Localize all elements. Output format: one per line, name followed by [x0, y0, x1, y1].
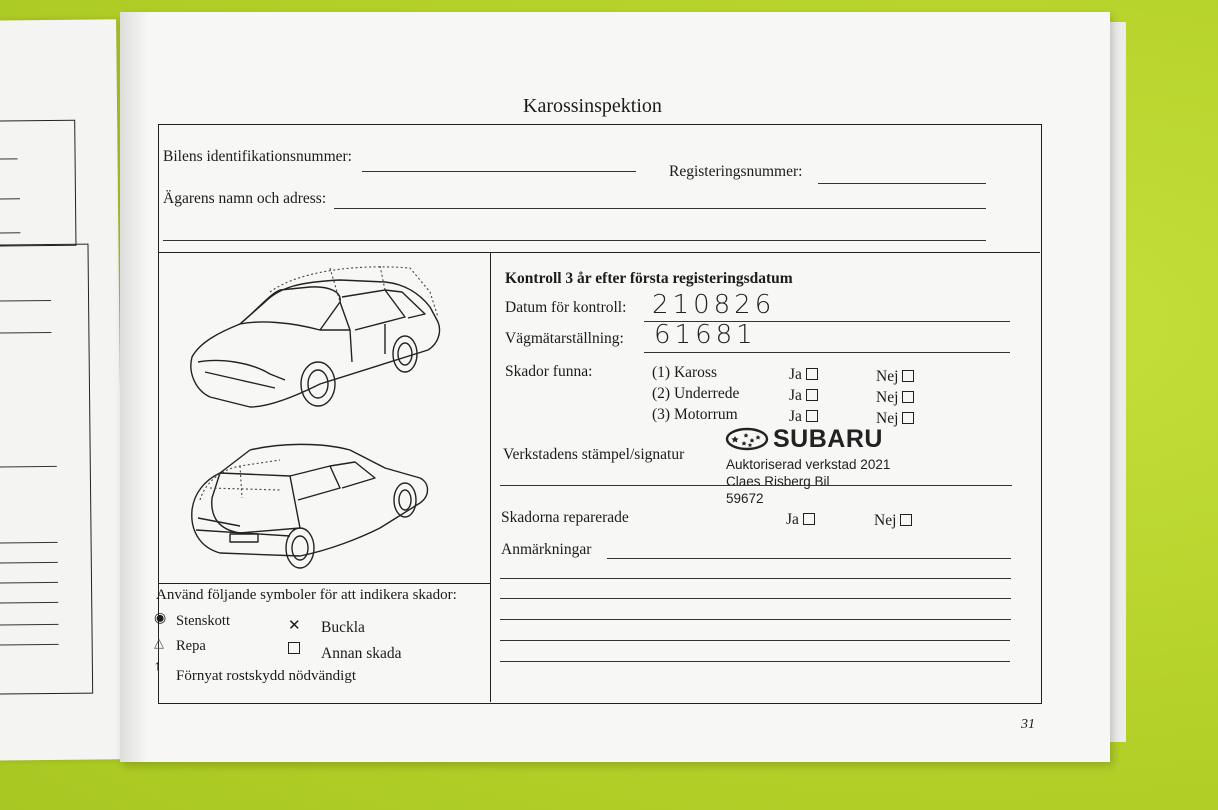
car-front-illustration — [180, 262, 450, 422]
date-value: 210826 — [652, 290, 776, 320]
kaross-yes-checkbox[interactable]: Ja — [789, 366, 818, 384]
remarks-line-1[interactable] — [607, 558, 1011, 559]
date-label: Datum för kontroll: — [505, 299, 627, 316]
left-page-box-bottom — [0, 244, 93, 695]
underrede-no-checkbox[interactable]: Nej — [876, 389, 914, 407]
owner-field-line-2[interactable] — [163, 240, 986, 241]
repaired-no-checkbox[interactable]: Nej — [874, 512, 912, 530]
vin-label: Bilens identifikationsnummer: — [163, 148, 352, 165]
page-number: 31 — [1021, 717, 1035, 732]
damage-kaross: (1) Kaross — [652, 364, 717, 381]
damage-underrede: (2) Underrede — [652, 385, 740, 402]
legend-annan-skada: Annan skada — [321, 645, 402, 662]
remarks-line-5[interactable] — [500, 640, 1010, 641]
stamp-signature-line — [500, 485, 1012, 486]
remarks-label: Anmärkningar — [501, 541, 592, 558]
page-title: Karossinspektion — [523, 95, 662, 117]
legend-buckla: Buckla — [321, 619, 365, 636]
remarks-line-4[interactable] — [500, 619, 1011, 620]
motorrum-no-checkbox[interactable]: Nej — [876, 410, 914, 428]
remarks-line-3[interactable] — [500, 598, 1011, 599]
repaired-yes-checkbox[interactable]: Ja — [786, 511, 815, 529]
kaross-no-checkbox[interactable]: Nej — [876, 368, 914, 386]
legend-rostskydd: Förnyat rostskydd nödvändigt — [176, 668, 356, 684]
odometer-label: Vägmätarställning: — [505, 330, 624, 347]
arrow-up-icon: ↑ — [154, 659, 161, 674]
motorrum-yes-checkbox[interactable]: Ja — [789, 408, 818, 426]
stamp-label: Verkstadens stämpel/signatur — [503, 446, 685, 463]
underrede-yes-checkbox[interactable]: Ja — [789, 387, 818, 405]
section-heading: Kontroll 3 år efter första registeringsdatum — [505, 270, 793, 287]
repaired-label: Skadorna reparerade — [501, 509, 629, 526]
page-gutter — [120, 12, 148, 762]
triangle-icon: △ — [154, 635, 164, 650]
owner-label: Ägarens namn och adress: — [163, 190, 327, 207]
stamp-line-1: Auktoriserad verkstad 2021 — [726, 457, 891, 472]
stamp-line-2: Claes Risberg Bil — [726, 474, 830, 489]
column-divider — [490, 252, 491, 702]
vin-field[interactable] — [362, 171, 636, 172]
legend-divider — [158, 583, 490, 584]
owner-field-line-1[interactable] — [334, 208, 986, 209]
car-rear-illustration — [180, 438, 440, 578]
header-divider — [158, 252, 1040, 253]
damage-motorrum: (3) Motorrum — [652, 406, 738, 423]
legend-repa: Repa — [176, 638, 206, 654]
remarks-line-6[interactable] — [500, 661, 1010, 662]
circle-dot-icon: ◉ — [154, 611, 167, 626]
legend-intro: Använd följande symboler för att indikera skador: — [156, 587, 457, 603]
odometer-field[interactable] — [644, 352, 1010, 353]
cross-icon: ✕ — [288, 618, 301, 634]
reg-label: Registeringsnummer: — [669, 163, 803, 180]
stamp-brand: SUBARU — [773, 425, 883, 453]
left-page-box-top — [0, 120, 76, 247]
square-icon — [288, 640, 300, 658]
remarks-line-2[interactable] — [500, 578, 1011, 579]
damage-label: Skador funna: — [505, 363, 593, 380]
legend-stenskott: Stenskott — [176, 613, 230, 629]
subaru-logo-icon — [725, 427, 769, 451]
reg-field[interactable] — [818, 183, 986, 184]
odometer-value: 61681 — [654, 320, 757, 350]
left-page — [0, 19, 124, 760]
stamp-line-3: 59672 — [726, 491, 764, 506]
